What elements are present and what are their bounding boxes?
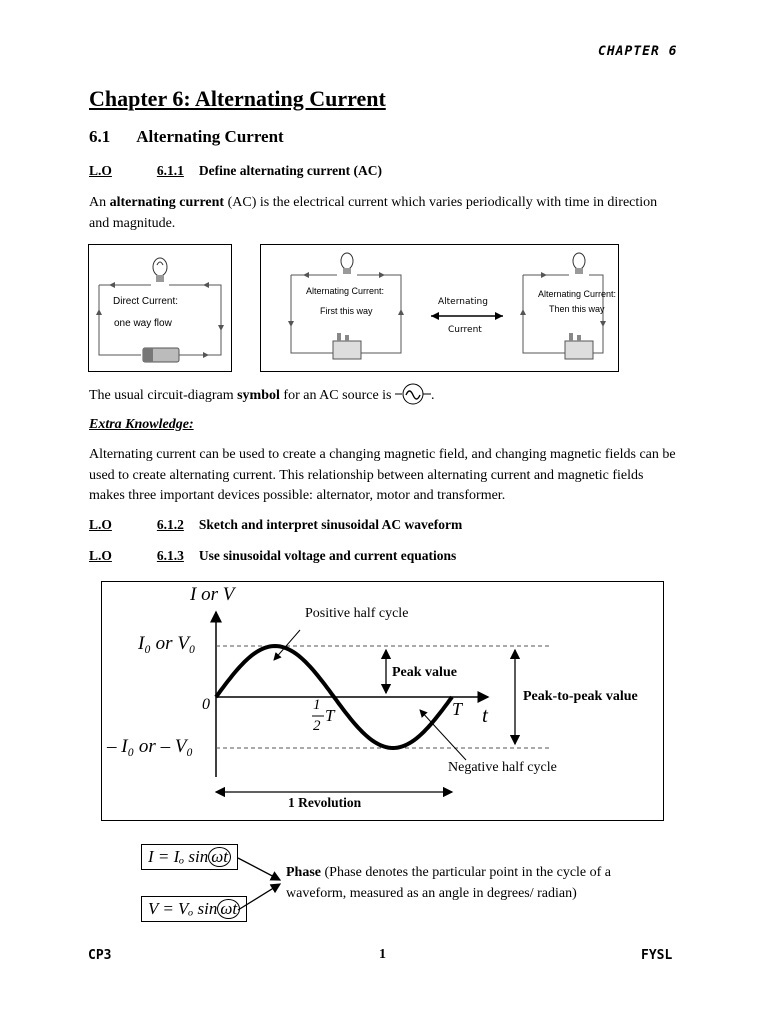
- dc-label-1: Direct Current:: [113, 296, 179, 307]
- symbol-paragraph: [89, 383, 679, 407]
- peak-positive-label: I₀ or V₀: [138, 633, 196, 654]
- footer-right: FYSL: [641, 948, 673, 963]
- lo-label: L.O: [89, 548, 112, 563]
- ac-center-label-2: Current: [448, 325, 482, 335]
- phase-pointer-arrows: [236, 850, 286, 920]
- ac-right-label-1: Alternating Current:: [538, 289, 617, 299]
- lo-number: 6.1.2: [156, 517, 184, 532]
- phase-term: Phase: [286, 865, 321, 880]
- learning-outcome-1: [89, 163, 382, 179]
- t-axis-label: t: [482, 703, 488, 727]
- section-label: Alternating Current: [136, 127, 284, 146]
- section-number: 6.1: [89, 127, 111, 146]
- peak-value-label: Peak value: [392, 665, 457, 680]
- intro-pre: An: [89, 195, 110, 210]
- half-period-denominator: 2: [313, 718, 321, 734]
- half-period-T: T: [325, 706, 335, 725]
- negative-half-cycle-label: Negative half cycle: [448, 760, 557, 775]
- extra-knowledge-paragraph: Alternating current can be used to create a changing magnetic field, and changing magnetic fields can be used to create alternating current. This relationship between alternating current and magnetic fields makes three important devices possible: alternator, motor and transformer.: [89, 447, 676, 503]
- page-number: 1: [379, 947, 386, 962]
- symbol-post: for an AC source is: [279, 388, 392, 403]
- symbol-bold: symbol: [237, 388, 280, 403]
- voltage-equation-text: V = Vₒ sin: [148, 899, 218, 918]
- period-label: T: [452, 699, 463, 719]
- extra-knowledge-title: Extra Knowledge:: [89, 417, 194, 432]
- waveform-figure: [101, 581, 664, 821]
- lo-text: Define alternating current (AC): [198, 163, 382, 178]
- voltage-equation: [141, 896, 247, 922]
- symbol-end: .: [431, 388, 435, 403]
- intro-term: alternating current: [109, 195, 225, 210]
- page-title: Chapter 6: Alternating Current: [89, 86, 386, 111]
- symbol-pre: The usual circuit-diagram: [89, 388, 238, 403]
- ac-right-label-2: Then this way: [549, 304, 605, 314]
- half-period-numerator: 1: [313, 697, 321, 713]
- current-equation-text: I = Iₒ sin: [148, 847, 209, 866]
- lo-label: L.O: [89, 517, 112, 532]
- ac-center-label-1: Alternating: [438, 297, 488, 307]
- ac-source-symbol-icon: [395, 383, 431, 405]
- phase-description: [286, 863, 666, 904]
- ac-circuit-figure: [260, 244, 619, 372]
- footer-left: CP3: [88, 948, 112, 963]
- ac-left-label-2: First this way: [320, 306, 373, 316]
- lo-text: Sketch and interpret sinusoidal AC waveform: [198, 517, 463, 532]
- positive-half-cycle-label: Positive half cycle: [305, 606, 409, 621]
- phase-desc: (Phase denotes the particular point in the cycle of a waveform, measured as an angle in degrees/ radian): [286, 865, 612, 901]
- learning-outcome-2: [89, 517, 462, 533]
- peak-to-peak-label: Peak-to-peak value: [523, 689, 638, 704]
- peak-negative-label: – I₀ or – V₀: [107, 736, 194, 757]
- current-equation: [141, 844, 238, 870]
- lo-text: Use sinusoidal voltage and current equations: [198, 548, 457, 563]
- intro-paragraph: [89, 193, 669, 234]
- phase-circle-v: ωt: [217, 899, 240, 919]
- chapter-tag: CHAPTER 6: [598, 44, 678, 59]
- section-heading: [89, 127, 284, 147]
- lo-number: 6.1.1: [156, 163, 184, 178]
- lo-number: 6.1.3: [156, 548, 184, 563]
- origin-label: 0: [202, 696, 210, 713]
- dc-circuit-diagram: [89, 245, 231, 371]
- ac-left-label-1: Alternating Current:: [306, 286, 385, 296]
- dc-label-2: one way flow: [114, 318, 172, 329]
- dc-circuit-figure: [88, 244, 232, 372]
- y-axis-label: I or V: [190, 584, 235, 605]
- revolution-label: 1 Revolution: [288, 795, 362, 810]
- lo-label: L.O: [89, 163, 112, 178]
- intro-post: (AC) is the electrical current which varies periodically with time in direction and magnitude.: [89, 195, 658, 231]
- phase-circle-i: ωt: [208, 847, 231, 867]
- learning-outcome-3: [89, 548, 456, 564]
